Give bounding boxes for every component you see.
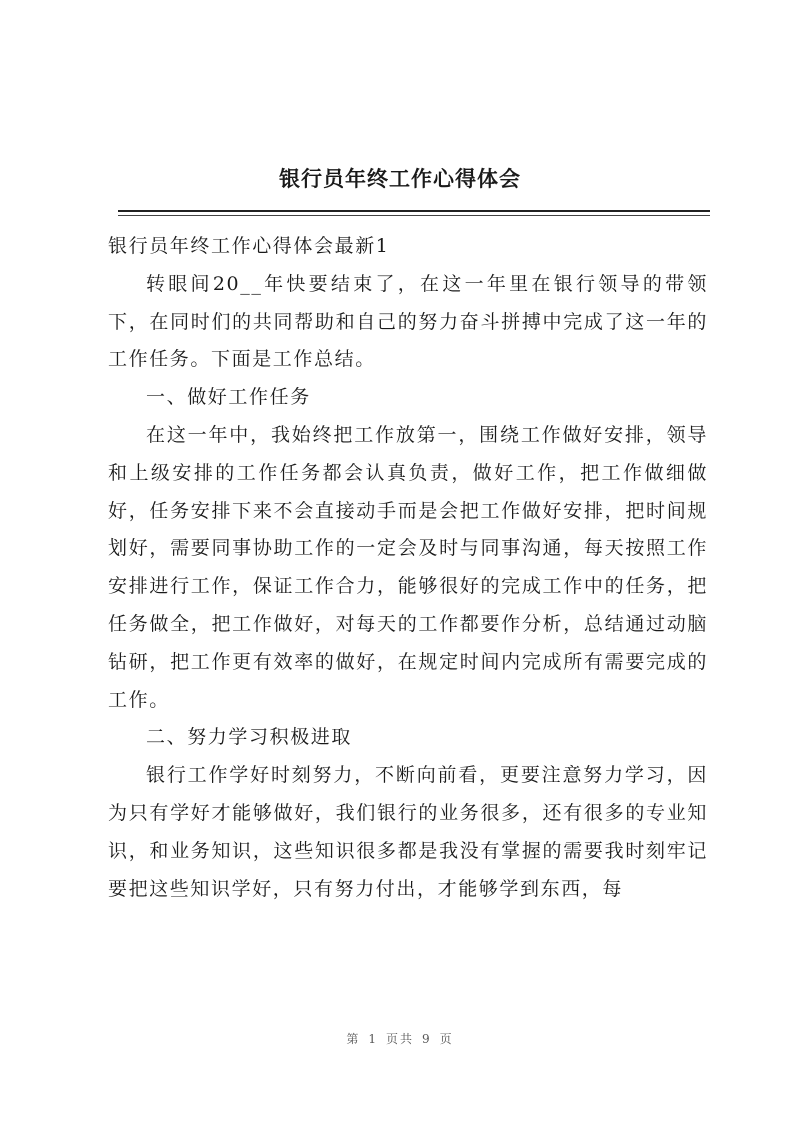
section-heading: 一、做好工作任务 (146, 386, 311, 409)
title-divider (118, 210, 710, 212)
body-paragraph: 在这一年中，我始终把工作放第一，围绕工作做好安排，领导和上级安排的工作任务都会认真负责，做好工作，把工作做细做好，任务安排下来不会直接动手而是会把工作做好安排，把时间规划好，需要同事协助工作的一定会及时与同事沟通，每天按照工作安排进行工作，保证工作合力，能够很好的完成工作中的任务，把任务做全，把工作做好，对每天的工作都要作分析，总结通过动脑钻研，把工作更有效率的做好，在规定时间内完成所有需要完成的工作。 (108, 423, 708, 711)
footer-page-total: 9 (422, 1032, 432, 1046)
footer-suffix: 页 (439, 1032, 454, 1046)
document-body (108, 228, 708, 908)
footer-prefix: 第 (346, 1032, 361, 1046)
footer-middle: 页共 (385, 1032, 414, 1046)
body-paragraph: 转眼间20__年快要结束了，在这一年里在银行领导的带领下，在同时们的共同帮助和自己的努力奋斗拼搏中完成了这一年的工作任务。下面是工作总结。 (108, 272, 708, 371)
body-paragraph: 银行工作学好时刻努力，不断向前看，更要注意努力学习，因为只有学好才能够做好，我们银行的业务很多，还有很多的专业知识，和业务知识，这些知识很多都是我没有掌握的需要我时刻牢记要把这些知识学好，只有努力付出，才能够学到东西，每 (108, 764, 708, 900)
footer-page-current: 1 (368, 1032, 378, 1046)
document-subtitle: 银行员年终工作心得体会最新1 (108, 235, 390, 257)
page-title: 银行员年终工作心得体会 (279, 166, 521, 191)
title-divider-thin (118, 215, 710, 216)
page-footer (0, 1030, 800, 1047)
section-heading: 二、努力学习积极进取 (146, 726, 353, 749)
